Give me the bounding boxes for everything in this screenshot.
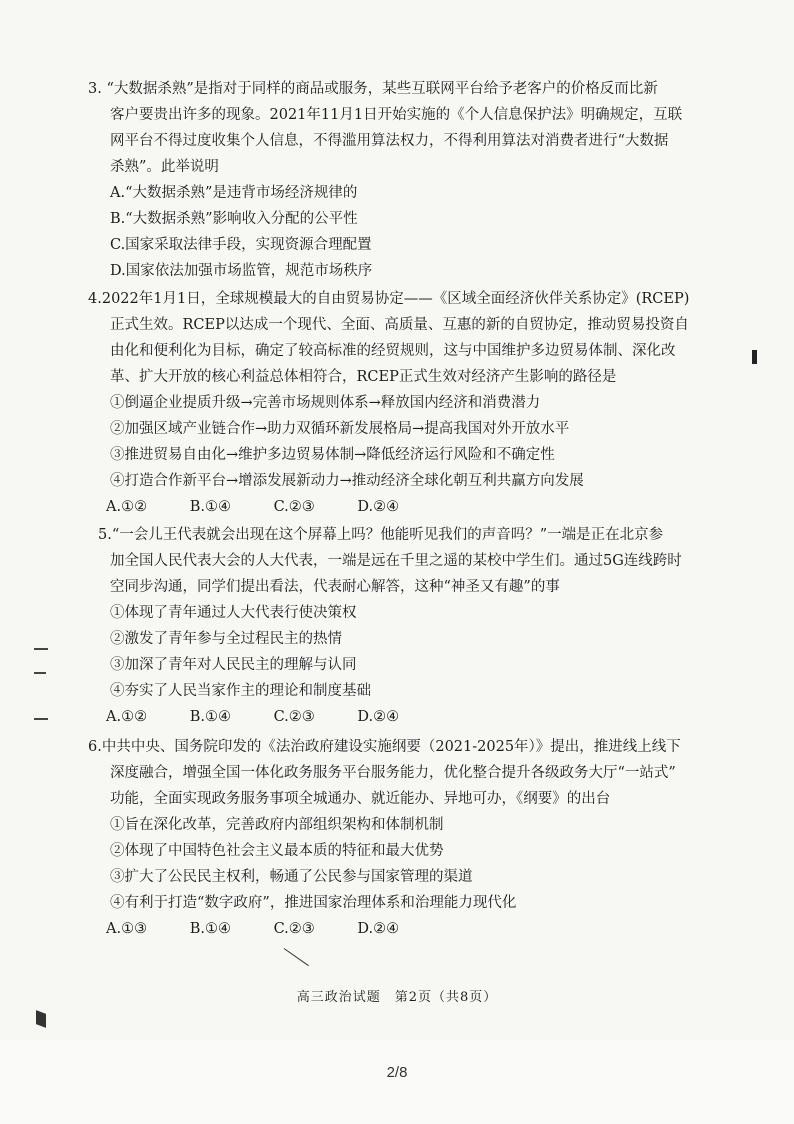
- question-6-statement-3: ③扩大了公民民主权利，畅通了公民参与国家管理的渠道: [110, 869, 473, 885]
- question-6-stem-line-1: [88, 734, 728, 760]
- question-3-stem-line-3: 网平台不得过度收集个人信息，不得滥用算法权力，不得利用算法对消费者进行“大数据: [110, 133, 669, 149]
- choice-d: D.②④: [357, 499, 400, 515]
- choice-b: B.①④: [189, 709, 231, 725]
- question-5-stem-line-3: 空同步沟通，同学们提出看法，代表耐心解答，这种“神圣又有趣”的事: [110, 579, 560, 595]
- choice-b: B.①④: [189, 921, 231, 937]
- margin-binding-marks: [30, 642, 54, 732]
- margin-mark: [34, 672, 46, 674]
- question-3-option-a: A.“大数据杀熟”是违背市场经济规律的: [110, 185, 358, 201]
- stem-text: 中共中央、国务院印发的《法治政府建设实施纲要（2021-2025年）》提出，推进线上线下: [101, 739, 681, 755]
- choice-a: A.①②: [106, 709, 148, 725]
- question-6-statement-1: ①旨在深化改革，完善政府内部组织架构和体制机制: [110, 817, 444, 833]
- question-content: [88, 76, 728, 942]
- choice-d: D.②④: [357, 921, 400, 937]
- question-number: 4.: [88, 291, 102, 307]
- question-6-stem-line-3: 功能，全面实现政务服务事项全城通办、就近能办、异地可办，《纲要》的出台: [110, 791, 611, 807]
- scan-mark-right: [752, 350, 757, 364]
- choice-a: A.①②: [106, 499, 148, 515]
- question-4-statement-1: ①倒逼企业提质升级→完善市场规则体系→释放国内经济和消费潜力: [110, 395, 541, 411]
- question-5-choices: [88, 704, 728, 730]
- question-3-stem-line-1: [88, 76, 728, 102]
- question-6: [88, 734, 728, 942]
- choice-a: A.①③: [106, 921, 148, 937]
- question-6-stem-line-2: 深度融合，增强全国一体化政务服务平台服务能力，优化整合提升各级政务大厅“一站式”: [110, 765, 676, 781]
- question-6-statement-2: ②体现了中国特色社会主义最本质的特征和最大优势: [110, 843, 444, 859]
- stem-text: “一会儿王代表就会出现在这个屏幕上吗？他能听见我们的声音吗？”一端是正在北京参: [111, 527, 664, 543]
- question-5-statement-3: ③加深了青年对人民民主的理解与认同: [110, 657, 357, 673]
- question-6-statement-4: ④有利于打造“数字政府”，推进国家治理体系和治理能力现代化: [110, 895, 517, 911]
- question-3: [88, 76, 728, 284]
- question-5-statement-2: ②激发了青年参与全过程民主的热情: [110, 631, 342, 647]
- question-4-statement-4: ④打造合作新平台→增添发展新动力→推动经济全球化朝互利共赢方向发展: [110, 473, 584, 489]
- question-5: [88, 522, 728, 730]
- question-4-statement-2: ②加强区域产业链合作→助力双循环新发展格局→提高我国对外开放水平: [110, 421, 570, 437]
- page-indicator: 2/8: [386, 1064, 408, 1081]
- question-4-stem-line-3: 由化和便利化为目标，确定了较高标准的经贸规则，这与中国维护多边贸易体制、深化改: [110, 343, 676, 359]
- question-3-option-c: C.国家采取法律手段，实现资源合理配置: [110, 237, 372, 253]
- question-number: 6.: [88, 739, 102, 755]
- question-number: 3.: [88, 81, 102, 97]
- stem-text: “大数据杀熟”是指对于同样的商品或服务，某些互联网平台给予老客户的价格反而比新: [106, 81, 658, 97]
- choice-d: D.②④: [357, 709, 400, 725]
- choice-c: C.②③: [273, 921, 315, 937]
- question-3-stem-line-2: 客户要贵出许多的现象。2021年11月1日开始实施的《个人信息保护法》明确规定，互联: [110, 107, 683, 123]
- choice-b: B.①④: [189, 499, 231, 515]
- margin-mark: [34, 648, 48, 650]
- page-footer: 高三政治试题 第2页（共8页）: [296, 990, 498, 1005]
- question-4-stem-line-2: 正式生效。RCEP以达成一个现代、全面、高质量、互惠的新的自贸协定，推动贸易投资自: [110, 317, 689, 333]
- choice-c: C.②③: [273, 499, 315, 515]
- question-4: [88, 286, 728, 520]
- question-5-stem-line-1: [88, 522, 728, 548]
- question-4-stem-line-1: [88, 286, 728, 312]
- margin-mark: [34, 718, 48, 720]
- question-3-stem-line-4: 杀熟”。此举说明: [110, 159, 219, 175]
- question-3-option-b: B.“大数据杀熟”影响收入分配的公平性: [110, 211, 358, 227]
- question-5-stem-line-2: 加全国人民代表大会的人大代表，一端是远在千里之遥的某校中学生们。通过5G连线跨时: [110, 553, 682, 569]
- question-6-choices: [88, 916, 728, 942]
- question-3-option-d: D.国家依法加强市场监管，规范市场秩序: [110, 263, 373, 279]
- question-4-stem-line-4: 革、扩大开放的核心利益总体相符合，RCEP正式生效对经济产生影响的路径是: [110, 369, 617, 385]
- question-4-choices: [88, 494, 728, 520]
- question-number: 5.: [98, 527, 112, 543]
- stem-text: 2022年1月1日，全球规模最大的自由贸易协定——《区域全面经济伙伴关系协定》(RCEP): [101, 291, 690, 307]
- question-5-statement-1: ①体现了青年通过人大代表行使决策权: [110, 605, 357, 621]
- question-5-statement-4: ④夯实了人民当家作主的理论和制度基础: [110, 683, 371, 699]
- question-4-statement-3: ③推进贸易自由化→维护多边贸易体制→降低经济运行风险和不确定性: [110, 447, 555, 463]
- choice-c: C.②③: [273, 709, 315, 725]
